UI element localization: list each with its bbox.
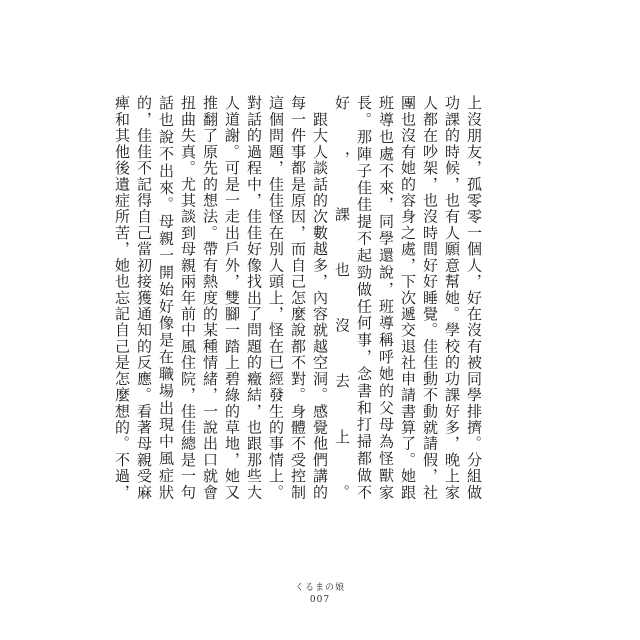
page-number: 007 <box>309 595 331 605</box>
vertical-body-text <box>113 95 485 500</box>
paragraph-2: 跟大人談話的次數越多，內容就越空洞。感覺他們講的每一件事都是原因，而自己怎麼說都不對。身體不受控制這個問題，佳佳怪在別人頭上，怪在已經發生的事情上。對話的過程中，佳佳好像找出了問題的癥結，也跟那些大人道謝。可是一走出戶外，雙腳一踏上碧綠的草地，她又推翻了原先的想法。帶有熱度的某種情緒，一說出口就會扭曲失真。尤其談到母親兩年前中風住院，佳佳總是一句話也說不出來。母親一開始好像是在職場出現中風症狀的，佳佳不記得自己當初接獲通知的反應。看著母親受麻痺和其他後遺症所苦，她也忘記自己是怎麼想的。不過， <box>113 95 329 500</box>
running-title: くるまの娘 <box>294 583 345 593</box>
paragraph-1: 上沒朋友，孤零零一個人，好在沒有被同學排擠。分組做功課的時候，也有人願意幫她。學校的功課好多，晚上家人都在吵架，也沒時間好好睡覺。佳佳動不動就請假，社團也沒有她的容身之處，下次遞交退社申請書算了。她跟班導也處不來，同學還說，班導稱呼她的父母為怪獸家長。那陣子佳佳提不起勁做任何事，念書和打掃都做不好，課也沒去上。 <box>333 95 483 500</box>
